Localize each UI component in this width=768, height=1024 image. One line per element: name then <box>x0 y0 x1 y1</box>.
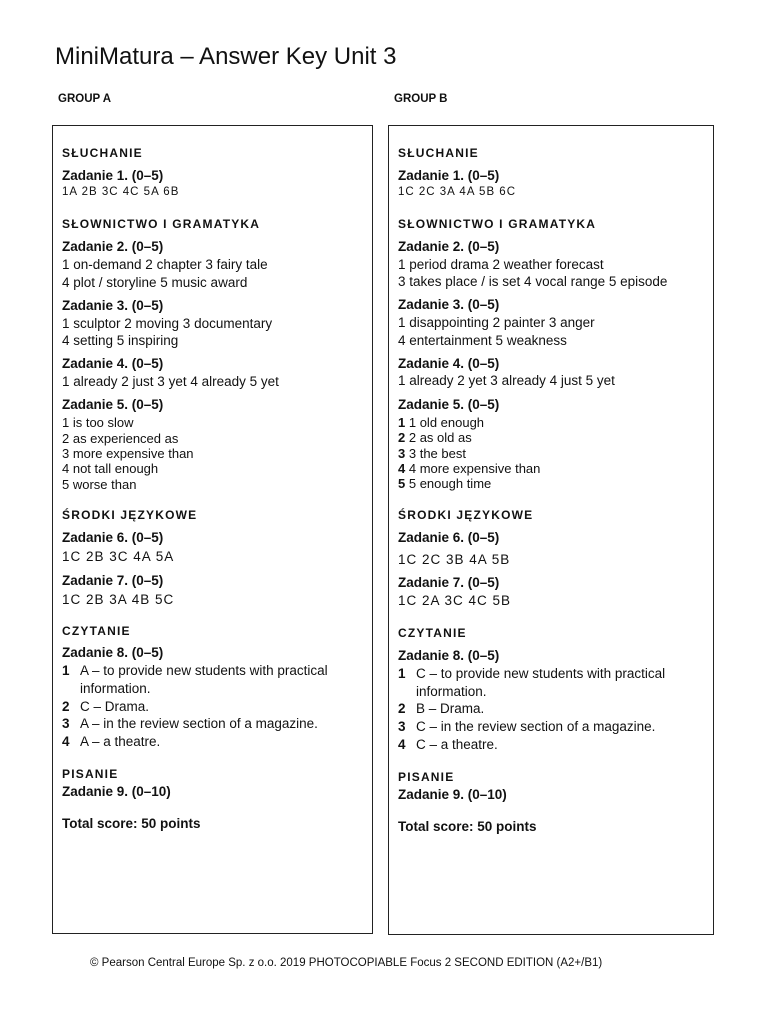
zadanie-5-line-3: 3 3 the best <box>398 446 466 461</box>
zadanie-6-answers: 1C 2C 3B 4A 5B <box>398 552 511 567</box>
zadanie-8-heading: Zadanie 8. (0–5) <box>62 645 164 660</box>
zadanie-9-heading: Zadanie 9. (0–10) <box>398 787 507 802</box>
zadanie-3-line-1: 1 disappointing 2 painter 3 anger <box>398 315 595 330</box>
zadanie-8-heading: Zadanie 8. (0–5) <box>398 648 500 663</box>
zadanie-8-item-3: 3 A – in the review section of a magazine. <box>62 716 318 731</box>
zadanie-7-answers: 1C 2B 3A 4B 5C <box>62 592 175 607</box>
section-srodki: ŚRODKI JĘZYKOWE <box>398 508 534 522</box>
zadanie-5-line-5: 5 worse than <box>62 477 137 492</box>
zadanie-8-item-3: 3 C – in the review section of a magazine. <box>398 719 656 734</box>
zadanie-2-heading: Zadanie 2. (0–5) <box>398 239 500 254</box>
zadanie-5-line-2: 2 as experienced as <box>62 431 179 446</box>
zadanie-7-heading: Zadanie 7. (0–5) <box>398 575 500 590</box>
group-a-label: GROUP A <box>58 93 112 105</box>
zadanie-6-answers: 1C 2B 3C 4A 5A <box>62 549 175 564</box>
section-srodki: ŚRODKI JĘZYKOWE <box>62 508 198 522</box>
total-score: Total score: 50 points <box>62 816 201 831</box>
zadanie-5-line-3: 3 more expensive than <box>62 446 194 461</box>
zadanie-5-line-4: 4 4 more expensive than <box>398 461 541 476</box>
zadanie-1-heading: Zadanie 1. (0–5) <box>62 168 164 183</box>
zadanie-3-heading: Zadanie 3. (0–5) <box>62 298 164 313</box>
page-title: MiniMatura – Answer Key Unit 3 <box>55 43 397 70</box>
group-b-label: GROUP B <box>394 93 448 105</box>
zadanie-8-item-4: 4 A – a theatre. <box>62 734 161 749</box>
zadanie-8-item-2: 2 B – Drama. <box>398 701 485 716</box>
zadanie-3-line-2: 4 entertainment 5 weakness <box>398 333 567 348</box>
zadanie-5-heading: Zadanie 5. (0–5) <box>398 397 500 412</box>
zadanie-6-heading: Zadanie 6. (0–5) <box>398 530 500 545</box>
zadanie-2-line-2: 3 takes place / is set 4 vocal range 5 episode <box>398 274 668 289</box>
section-slownictwo: SŁOWNICTWO I GRAMATYKA <box>398 217 597 231</box>
zadanie-5-heading: Zadanie 5. (0–5) <box>62 397 164 412</box>
section-pisanie: PISANIE <box>398 770 455 784</box>
zadanie-5-line-2: 2 2 as old as <box>398 430 472 445</box>
zadanie-9-heading: Zadanie 9. (0–10) <box>62 784 171 799</box>
zadanie-2-heading: Zadanie 2. (0–5) <box>62 239 164 254</box>
total-score: Total score: 50 points <box>398 819 537 834</box>
group-b-answer-box <box>388 125 714 935</box>
section-czytanie: CZYTANIE <box>62 624 131 638</box>
section-sluchanie: SŁUCHANIE <box>398 146 479 160</box>
zadanie-8-item-4: 4 C – a theatre. <box>398 737 498 752</box>
zadanie-4-line-1: 1 already 2 just 3 yet 4 already 5 yet <box>62 374 279 389</box>
group-a-answer-box <box>52 125 373 934</box>
copyright-footer: © Pearson Central Europe Sp. z o.o. 2019 PHOTOCOPIABLE Focus 2 SECOND EDITION (A2+/B1) <box>90 957 603 969</box>
zadanie-8-item-1-cont: information. <box>80 681 151 696</box>
zadanie-3-line-1: 1 sculptor 2 moving 3 documentary <box>62 316 273 331</box>
zadanie-8-item-1-cont: information. <box>416 684 487 699</box>
zadanie-8-item-2: 2 C – Drama. <box>62 699 150 714</box>
zadanie-7-answers: 1C 2A 3C 4C 5B <box>398 593 512 608</box>
zadanie-4-heading: Zadanie 4. (0–5) <box>398 356 500 371</box>
zadanie-1-answers: 1C 2C 3A 4A 5B 6C <box>398 186 517 198</box>
zadanie-7-heading: Zadanie 7. (0–5) <box>62 573 164 588</box>
zadanie-5-line-1: 1 1 old enough <box>398 415 485 430</box>
zadanie-2-line-2: 4 plot / storyline 5 music award <box>62 275 248 290</box>
zadanie-2-line-1: 1 on-demand 2 chapter 3 fairy tale <box>62 257 268 272</box>
zadanie-8-item-1: 1 C – to provide new students with practical <box>398 666 666 681</box>
zadanie-4-heading: Zadanie 4. (0–5) <box>62 356 164 371</box>
section-sluchanie: SŁUCHANIE <box>62 146 143 160</box>
zadanie-1-heading: Zadanie 1. (0–5) <box>398 168 500 183</box>
zadanie-5-line-4: 4 not tall enough <box>62 461 159 476</box>
section-czytanie: CZYTANIE <box>398 626 467 640</box>
zadanie-6-heading: Zadanie 6. (0–5) <box>62 530 164 545</box>
zadanie-3-line-2: 4 setting 5 inspiring <box>62 333 179 348</box>
section-pisanie: PISANIE <box>62 767 119 781</box>
zadanie-5-line-1: 1 is too slow <box>62 415 134 430</box>
section-slownictwo: SŁOWNICTWO I GRAMATYKA <box>62 217 261 231</box>
zadanie-1-answers: 1A 2B 3C 4C 5A 6B <box>62 186 180 198</box>
zadanie-5-line-5: 5 5 enough time <box>398 476 492 491</box>
zadanie-8-item-1: 1 A – to provide new students with practical <box>62 663 328 678</box>
zadanie-3-heading: Zadanie 3. (0–5) <box>398 297 500 312</box>
zadanie-2-line-1: 1 period drama 2 weather forecast <box>398 257 604 272</box>
zadanie-4-line-1: 1 already 2 yet 3 already 4 just 5 yet <box>398 373 615 388</box>
